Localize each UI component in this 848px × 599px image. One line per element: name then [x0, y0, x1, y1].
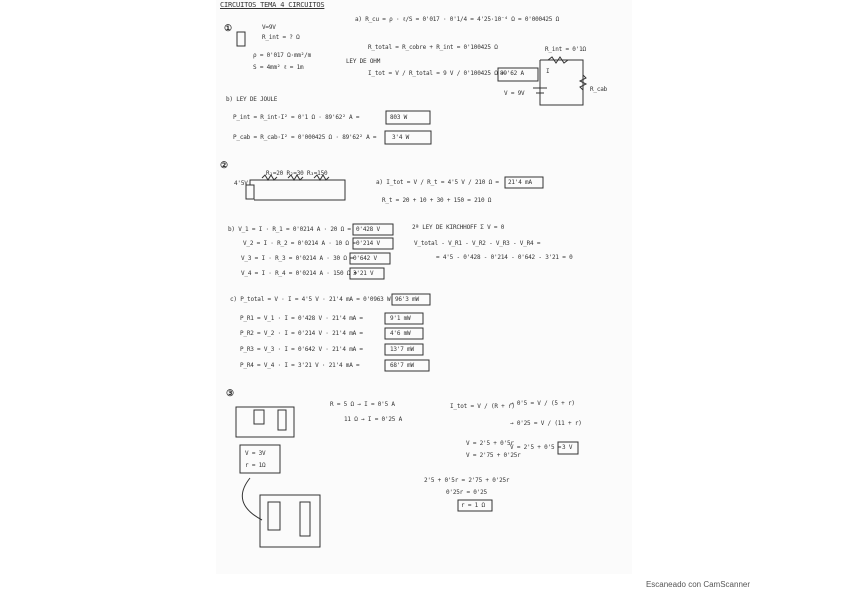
p1-current-result: 89'62 A: [500, 70, 524, 77]
p2-c-line-2: P_R1 = V_1 · I = 0'428 V · 21'4 mA =: [240, 315, 363, 322]
p2-c-result-4: 13'7 mW: [390, 346, 414, 353]
p2-chain: R₁=20 R₂=30 R₃=150: [266, 170, 328, 177]
given-2: R_int = ? Ω: [262, 34, 300, 41]
p3-v-box: 3 V: [562, 444, 573, 451]
kirchhoff-line-1: V_total - V_R1 - V_R2 - V_R3 - V_R4 =: [414, 240, 541, 247]
p1-p-cab: P_cab = R_cab·I² = 0'000425 Ω · 89'62² A =: [233, 134, 377, 141]
battery-sketch: [237, 32, 245, 46]
kirchhoff-line-2: = 4'5 - 0'428 - 0'214 - 0'642 - 3'21 = 0: [436, 254, 573, 261]
p2-source: 4'5V: [234, 180, 248, 187]
p3-box-v: V = 3V: [245, 450, 266, 457]
given-4: S = 4mm² ℓ = 1m: [253, 64, 304, 71]
p3-case-2: 11 Ω → I = 0'25 A: [344, 416, 403, 423]
p1-rtotal: R_total = R_cobre + R_int = 0'100425 Ω: [368, 44, 498, 51]
label-rint: R_int = 0'1Ω: [545, 46, 586, 53]
p1-p-int-result: 803 W: [390, 114, 408, 121]
p3-case-1: R = 5 Ω → I = 0'5 A: [330, 401, 395, 408]
p2-b-result-2: 0'214 V: [356, 240, 380, 247]
p1-p-int: P_int = R_int·I² = 0'1 Ω · 89'62² A =: [233, 114, 360, 121]
p3-solve-1: 2'5 + 0'5r = 2'75 + 0'25r: [424, 477, 510, 484]
p2-b-result-4: 3'21 V: [353, 270, 374, 277]
page-title: CIRCUITOS TEMA 4 CIRCUITOS: [220, 1, 325, 9]
p2-a-line: a) I_tot = V / R_t = 4'5 V / 210 Ω =: [376, 179, 499, 186]
p3-eq-1: → 0'5 = V / (5 + r): [510, 400, 575, 407]
p2-c-line-3: P_R2 = V_2 · I = 0'214 V · 21'4 mA =: [240, 330, 363, 337]
p3-eq-2: → 0'25 = V / (11 + r): [510, 420, 582, 427]
p2-b-line-1: b) V_1 = I · R_1 = 0'0214 A · 20 Ω =: [228, 226, 351, 233]
p3-v-result: V = 2'5 + 0'5 =: [510, 444, 562, 451]
p2-c-result-5: 68'7 mW: [390, 362, 414, 369]
given-1: V=9V: [262, 24, 276, 31]
p3-system-2: V = 2'75 + 0'25r: [466, 452, 521, 459]
p2-a-result: 21'4 mA: [508, 179, 532, 186]
p2-c-result-2: 9'1 mW: [390, 315, 411, 322]
p2-b-line-3: V_3 = I · R_3 = 0'0214 A · 30 Ω =: [241, 255, 354, 262]
p3-system-1: V = 2'5 + 0'5r: [466, 440, 514, 447]
circuit-3: [236, 407, 320, 547]
p2-c-line-4: P_R3 = V_3 · I = 0'642 V · 21'4 mA =: [240, 346, 363, 353]
p2-c-line-1: c) P_total = V · I = 4'5 V · 21'4 mA = 0'0963 W: [230, 296, 391, 303]
p1-current: I_tot = V / R_total = 9 V / 0'100425 Ω =: [368, 70, 505, 77]
label-rcab: R_cab: [590, 86, 608, 93]
p3-box-r: r = 1Ω: [245, 462, 266, 469]
p2-b-line-4: V_4 = I · R_4 = 0'0214 A · 150 Ω =: [241, 270, 358, 277]
p1-p-cab-result: 3'4 W: [392, 134, 410, 141]
p1-b-label: b) LEY DE JOULE: [226, 96, 278, 103]
p3-r-result: r = 1 Ω: [461, 502, 485, 509]
p1-ohm-label: LEY DE OHM: [346, 58, 381, 65]
p2-b-result-3: 0'642 V: [353, 255, 377, 262]
problem-3-number: ③: [226, 389, 234, 399]
given-3: ρ = 0'017 Ω·mm²/m: [253, 52, 312, 59]
p2-c-result-3: 4'6 mW: [390, 330, 411, 337]
label-v: V = 9V: [504, 90, 525, 97]
p3-solve-2: 0'25r = 0'25: [446, 489, 487, 496]
label-i: I: [546, 68, 550, 75]
problem-2-number: ②: [220, 161, 228, 171]
p1-a-line: a) R_cu = ρ · ℓ/S = 0'017 · 0'1/4 = 4'25·10⁻⁴ Ω = 0'000425 Ω: [355, 16, 560, 23]
scanner-watermark: Escaneado con CamScanner: [645, 580, 750, 589]
p2-b-result-1: 0'428 V: [356, 226, 380, 233]
p2-c-line-5: P_R4 = V_4 · I = 3'21 V · 21'4 mA =: [240, 362, 360, 369]
p2-rt: R_t = 20 + 10 + 30 + 150 = 210 Ω: [382, 197, 492, 204]
kirchhoff-title: 2ª LEY DE KIRCHHOFF Σ V = 0: [412, 224, 505, 231]
circuit-2: [246, 175, 345, 200]
p2-b-line-2: V_2 = I · R_2 = 0'0214 A · 10 Ω =: [243, 240, 356, 247]
p2-c-result-1: 96'3 mW: [395, 296, 419, 303]
p3-formula: I_tot = V / (R + r): [450, 403, 515, 410]
circuit-1: [533, 57, 586, 105]
problem-1-number: ①: [224, 24, 232, 34]
